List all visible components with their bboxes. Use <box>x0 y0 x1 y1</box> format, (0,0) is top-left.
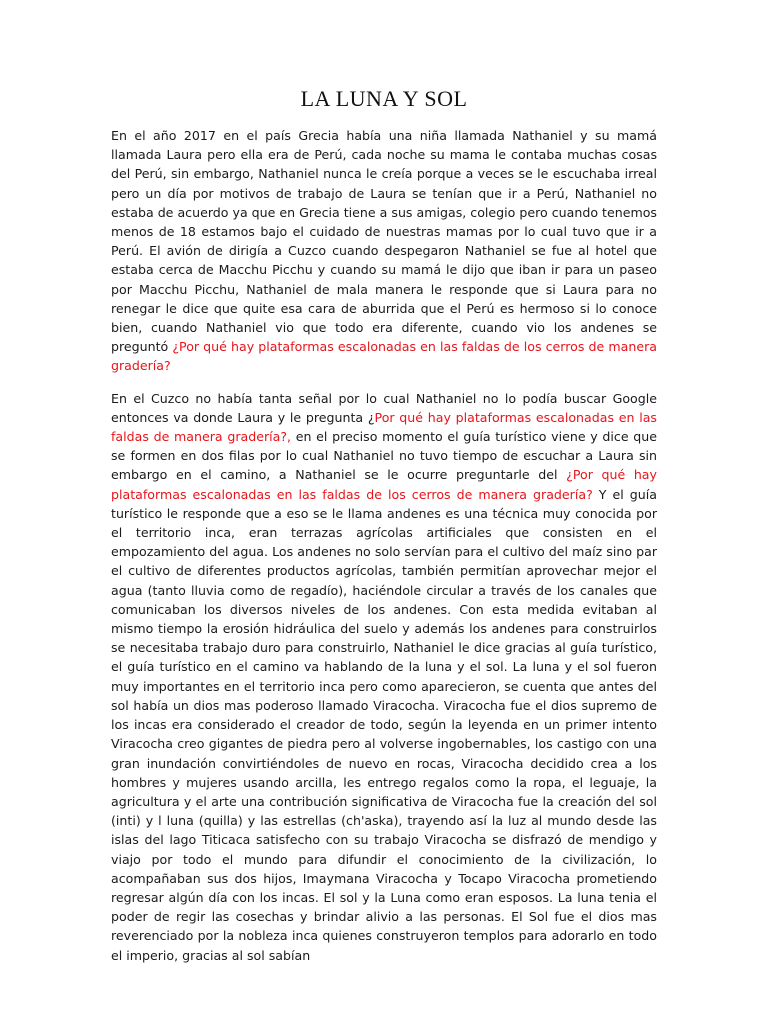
paragraph-text: En el año 2017 en el país Grecia había una niña llamada Nathaniel y su mamá llamada Laura pero ella era de Perú, cada noche su mama le contaba muchas cosas del Perú, sin embargo, Nathaniel nunca le creía porque a veces se le escuchaba irreal pero un día por motivos de trabajo de Laura se tenían que ir a Perú, Nathaniel no estaba de acuerdo ya que en Grecia tiene a sus amigas, colegio pero cuando tenemos menos de 18 estamos bajo el cuidado de nuestras mamas por lo cual tuvo que ir a Perú. El avión de dirigía a Cuzco cuando despegaron Nathaniel se fue al hotel que estaba cerca de Macchu Picchu y cuando su mamá le dijo que iban ir para un paseo por Macchu Picchu, Nathaniel de mala manera le responde que si Laura para no renegar le dice que quite esa cara de aburrida que el Perú es hermoso si lo conoce bien, cuando Nathaniel vio que todo era diferente, cuando vio los andenes se preguntó <box>111 128 657 355</box>
highlighted-question: ¿Por qué hay plataformas escalonadas en las faldas de los cerros de manera gradería? <box>111 467 657 502</box>
paragraph-1 <box>111 126 657 376</box>
paragraph-text: En el Cuzco no había tanta señal por lo cual Nathaniel no lo podía buscar Google entonces va donde Laura y le pregunta ¿ <box>111 390 657 425</box>
paragraph-text: Y el guía turístico le responde que a eso se le llama andenes es una técnica muy conocida por el territorio inca, eran terrazas agrícolas artificiales que consisten en el empozamiento del agua. Los andenes no solo servían para el cultivo del maíz sino par el cultivo de diferentes productos agrícolas, también permitían aprovechar mejor el agua (tanto lluvia como de regadío), haciéndole circular a través de los canales que comunicaban los diversos niveles de los andenes. Con esta medida evitaban al mismo tiempo la erosión hidráulica del suelo y además los andenes para construirlos se necesitaba trabajo duro para construirlo, Nathaniel le dice gracias al guía turístico, el guía turístico en el camino va hablando de la luna y el sol. La luna y el sol fueron muy importantes en el territorio inca pero como aparecieron, se cuenta que antes del sol había un dios mas poderoso llamado Viracocha. Viracocha fue el dios supremo de los incas era considerado el creador de todo, según la leyenda en un primer intento Viracocha creo gigantes de piedra pero al volverse ingobernables, los castigo con una gran inundación convirtiéndoles de nuevo en rocas, Viracocha decidido crea a los hombres y mujeres usando arcilla, les entrego regalos como la ropa, el leguaje, la agricultura y el arte una contribución significativa de Viracocha fue la creación del sol (inti) y l luna (quilla) y las estrellas (ch'aska), trayendo así la luz al mundo desde las islas del lago Titicaca satisfecho con su trabajo Viracocha se disfrazó de mendigo y viajo por todo el mundo para difundir el conocimiento de la civilización, lo acompañaban sus dos hijos, Imaymana Viracocha y Tocapo Viracocha prometiendo regresar algún día con los incas. El sol y la Luna como eran esposos. La luna tenia el poder de regir las cosechas y brindar alivio a las personas. El Sol fue el dios mas reverenciado por la nobleza inca quienes construyeron templos para adorarlo en todo el imperio, gracias al sol sabían <box>111 486 657 963</box>
highlighted-question: ¿Por qué hay plataformas escalonadas en las faldas de los cerros de manera gradería? <box>111 339 657 374</box>
paragraph-2 <box>111 389 657 965</box>
paragraph-text: en el preciso momento el guía turístico viene y dice que se formen en dos filas por lo cual Nathaniel no tuvo tiempo de escuchar a Laura sin embargo en el camino, a Nathaniel se le ocurre preguntarle del <box>111 429 657 483</box>
highlighted-question: Por qué hay plataformas escalonadas en las faldas de manera gradería?, <box>111 409 657 445</box>
document-title: LA LUNA Y SOL <box>300 86 468 111</box>
